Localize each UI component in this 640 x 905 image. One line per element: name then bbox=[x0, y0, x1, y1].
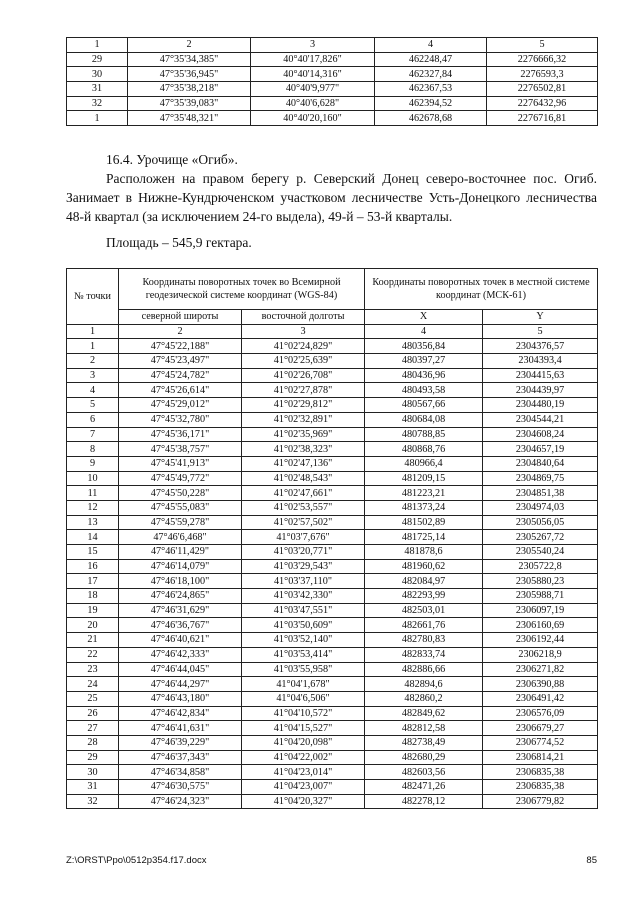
table-cell: 482503,01 bbox=[365, 603, 483, 618]
table-cell: 462678,68 bbox=[375, 111, 487, 126]
table-cell: 482812,58 bbox=[365, 721, 483, 736]
table-cell: 21 bbox=[67, 633, 119, 648]
table-cell: 41°02'53,557" bbox=[242, 500, 365, 515]
table-cell: 20 bbox=[67, 618, 119, 633]
table-cell: 47°35'48,321" bbox=[128, 111, 251, 126]
subheader-y: Y bbox=[483, 310, 598, 325]
table-cell: 2306097,19 bbox=[483, 603, 598, 618]
table-row bbox=[67, 500, 598, 515]
section-description bbox=[66, 169, 597, 226]
table-cell: 47°45'26,614" bbox=[119, 383, 242, 398]
table-cell: 462327,84 bbox=[375, 67, 487, 82]
table-row bbox=[67, 456, 598, 471]
table-cell: 482849,62 bbox=[365, 706, 483, 721]
table-row bbox=[67, 530, 598, 545]
table-cell: 16 bbox=[67, 559, 119, 574]
table-cell: 2304544,21 bbox=[483, 412, 598, 427]
table-cell: 41°03'47,551" bbox=[242, 603, 365, 618]
table-cell: 2306218,9 bbox=[483, 647, 598, 662]
table-cell: 3 bbox=[67, 368, 119, 383]
table-cell: 28 bbox=[67, 735, 119, 750]
table-cell: 40°40'17,826" bbox=[251, 52, 375, 67]
table-cell: 1 bbox=[67, 339, 119, 354]
table-cell: 2306576,09 bbox=[483, 706, 598, 721]
header-msk61: Координаты поворотных точек в местной системе координат (МСК-61) bbox=[365, 269, 598, 310]
table-cell: 14 bbox=[67, 530, 119, 545]
table-cell: 2304439,97 bbox=[483, 383, 598, 398]
table-cell: 2305540,24 bbox=[483, 545, 598, 560]
table-cell: 2306192,44 bbox=[483, 633, 598, 648]
table-cell: 41°04'23,014" bbox=[242, 765, 365, 780]
table-cell: 2304851,38 bbox=[483, 486, 598, 501]
table-cell: 47°45'22,188" bbox=[119, 339, 242, 354]
table-row bbox=[67, 471, 598, 486]
top-table-index-row bbox=[67, 38, 598, 53]
table-cell: 47°35'38,218" bbox=[128, 82, 251, 97]
table-cell: 2306835,38 bbox=[483, 765, 598, 780]
table-cell: 26 bbox=[67, 706, 119, 721]
table-cell: 2306679,27 bbox=[483, 721, 598, 736]
table-cell: 2306814,21 bbox=[483, 750, 598, 765]
table-cell: 47°46'14,079" bbox=[119, 559, 242, 574]
table-cell: 2305880,23 bbox=[483, 574, 598, 589]
table-row bbox=[67, 647, 598, 662]
table-cell: 41°02'29,812" bbox=[242, 398, 365, 413]
table-cell: 480567,66 bbox=[365, 398, 483, 413]
table-cell: 47°45'38,757" bbox=[119, 442, 242, 457]
table-cell: 47°46'42,333" bbox=[119, 647, 242, 662]
table-cell: 2304974,03 bbox=[483, 500, 598, 515]
table-cell: 481502,89 bbox=[365, 515, 483, 530]
table-cell: 27 bbox=[67, 721, 119, 736]
table-cell: 47°35'36,945" bbox=[128, 67, 251, 82]
table-cell: 480436,96 bbox=[365, 368, 483, 383]
table-cell: 41°04'15,527" bbox=[242, 721, 365, 736]
table-row bbox=[67, 765, 598, 780]
table-cell: 2306271,82 bbox=[483, 662, 598, 677]
table-cell: 47°45'36,171" bbox=[119, 427, 242, 442]
table-cell: 18 bbox=[67, 589, 119, 604]
table-cell: 41°02'57,502" bbox=[242, 515, 365, 530]
table-cell: 12 bbox=[67, 500, 119, 515]
table-cell: 2304869,75 bbox=[483, 471, 598, 486]
table-cell: 482278,12 bbox=[365, 794, 483, 809]
index-cell: 2 bbox=[128, 38, 251, 53]
table-cell: 47°46'24,865" bbox=[119, 589, 242, 604]
table-cell: 41°02'27,878" bbox=[242, 383, 365, 398]
table-cell: 2276593,3 bbox=[487, 67, 598, 82]
table-cell: 2305722,8 bbox=[483, 559, 598, 574]
subheader-x: X bbox=[365, 310, 483, 325]
main-table-body bbox=[67, 269, 598, 809]
table-row bbox=[67, 662, 598, 677]
table-cell: 2276502,81 bbox=[487, 82, 598, 97]
table-cell: 23 bbox=[67, 662, 119, 677]
table-cell: 2304480,19 bbox=[483, 398, 598, 413]
table-cell: 41°02'47,136" bbox=[242, 456, 365, 471]
table-cell: 481725,14 bbox=[365, 530, 483, 545]
index-cell: 4 bbox=[375, 38, 487, 53]
table-cell: 482603,56 bbox=[365, 765, 483, 780]
table-cell: 47°46'36,767" bbox=[119, 618, 242, 633]
table-cell: 47°35'39,083" bbox=[128, 96, 251, 111]
table-cell: 41°02'32,891" bbox=[242, 412, 365, 427]
table-cell: 2305988,71 bbox=[483, 589, 598, 604]
table-cell: 480356,84 bbox=[365, 339, 483, 354]
table-cell: 11 bbox=[67, 486, 119, 501]
section-description-text: Расположен на правом берегу р. Северский Донец северо-восточнее пос. Огиб. Занимает в Нижне-Кундрюченском участковом лесничестве Усть-Донецкого лесничества 48-й квартал (за исключением 24-го выдела), 49-й – 53-й кварталы. bbox=[66, 171, 597, 224]
table-cell: 41°03'37,110" bbox=[242, 574, 365, 589]
table-row bbox=[67, 383, 598, 398]
area-text: Площадь – 545,9 гектара. bbox=[106, 235, 252, 250]
table-cell: 30 bbox=[67, 67, 128, 82]
table-cell: 41°03'53,414" bbox=[242, 647, 365, 662]
index-cell: 5 bbox=[487, 38, 598, 53]
table-cell: 41°04'6,506" bbox=[242, 691, 365, 706]
table-cell: 2305267,72 bbox=[483, 530, 598, 545]
index-cell: 2 bbox=[119, 324, 242, 339]
table-row bbox=[67, 339, 598, 354]
table-row bbox=[67, 706, 598, 721]
table-cell: 41°02'38,323" bbox=[242, 442, 365, 457]
table-row bbox=[67, 721, 598, 736]
table-row bbox=[67, 111, 598, 126]
table-cell: 47°46'30,575" bbox=[119, 780, 242, 795]
table-cell: 47°45'50,228" bbox=[119, 486, 242, 501]
table-cell: 47°46'42,834" bbox=[119, 706, 242, 721]
table-cell: 41°04'20,327" bbox=[242, 794, 365, 809]
top-coordinates-table bbox=[66, 37, 598, 126]
table-cell: 41°03'29,543" bbox=[242, 559, 365, 574]
table-cell: 462394,52 bbox=[375, 96, 487, 111]
table-cell: 482084,97 bbox=[365, 574, 483, 589]
table-row bbox=[67, 427, 598, 442]
table-row bbox=[67, 515, 598, 530]
table-row bbox=[67, 574, 598, 589]
table-cell: 480788,85 bbox=[365, 427, 483, 442]
table-cell: 29 bbox=[67, 52, 128, 67]
table-cell: 481960,62 bbox=[365, 559, 483, 574]
table-cell: 47°46'43,180" bbox=[119, 691, 242, 706]
table-row bbox=[67, 486, 598, 501]
table-cell: 31 bbox=[67, 82, 128, 97]
table-cell: 462367,53 bbox=[375, 82, 487, 97]
index-cell: 5 bbox=[483, 324, 598, 339]
table-row bbox=[67, 677, 598, 692]
table-row bbox=[67, 96, 598, 111]
table-cell: 47°46'6,468" bbox=[119, 530, 242, 545]
table-cell: 2304376,57 bbox=[483, 339, 598, 354]
table-cell: 41°04'22,002" bbox=[242, 750, 365, 765]
table-cell: 47°46'39,229" bbox=[119, 735, 242, 750]
table-cell: 2304393,4 bbox=[483, 354, 598, 369]
top-table-body bbox=[67, 38, 598, 126]
table-row bbox=[67, 354, 598, 369]
table-cell: 47°46'34,858" bbox=[119, 765, 242, 780]
table-cell: 480684,08 bbox=[365, 412, 483, 427]
table-row bbox=[67, 412, 598, 427]
table-cell: 462248,47 bbox=[375, 52, 487, 67]
table-cell: 41°04'23,007" bbox=[242, 780, 365, 795]
table-cell: 2 bbox=[67, 354, 119, 369]
table-row bbox=[67, 398, 598, 413]
table-cell: 47°45'32,780" bbox=[119, 412, 242, 427]
table-cell: 25 bbox=[67, 691, 119, 706]
table-cell: 2276432,96 bbox=[487, 96, 598, 111]
main-coordinates-table bbox=[66, 268, 598, 809]
table-cell: 41°02'35,969" bbox=[242, 427, 365, 442]
table-cell: 17 bbox=[67, 574, 119, 589]
section-title bbox=[66, 150, 597, 169]
table-cell: 24 bbox=[67, 677, 119, 692]
table-cell: 40°40'9,977" bbox=[251, 82, 375, 97]
table-cell: 2304415,63 bbox=[483, 368, 598, 383]
table-cell: 2304608,24 bbox=[483, 427, 598, 442]
subheader-longitude: восточной долготы bbox=[242, 310, 365, 325]
table-cell: 47°46'44,297" bbox=[119, 677, 242, 692]
index-cell: 3 bbox=[242, 324, 365, 339]
table-row bbox=[67, 603, 598, 618]
table-cell: 47°45'29,012" bbox=[119, 398, 242, 413]
table-cell: 15 bbox=[67, 545, 119, 560]
table-cell: 2304840,64 bbox=[483, 456, 598, 471]
table-cell: 482471,26 bbox=[365, 780, 483, 795]
table-cell: 19 bbox=[67, 603, 119, 618]
subheader-latitude: северной широты bbox=[119, 310, 242, 325]
table-cell: 480397,27 bbox=[365, 354, 483, 369]
table-cell: 481878,6 bbox=[365, 545, 483, 560]
table-row bbox=[67, 368, 598, 383]
table-cell: 41°02'48,543" bbox=[242, 471, 365, 486]
table-row bbox=[67, 67, 598, 82]
table-cell: 7 bbox=[67, 427, 119, 442]
index-cell: 3 bbox=[251, 38, 375, 53]
table-cell: 482833,74 bbox=[365, 647, 483, 662]
table-cell: 41°03'20,771" bbox=[242, 545, 365, 560]
table-cell: 482661,76 bbox=[365, 618, 483, 633]
table-row bbox=[67, 442, 598, 457]
table-cell: 47°46'40,621" bbox=[119, 633, 242, 648]
table-cell: 41°02'47,661" bbox=[242, 486, 365, 501]
table-cell: 22 bbox=[67, 647, 119, 662]
table-cell: 47°45'23,497" bbox=[119, 354, 242, 369]
table-cell: 40°40'14,316" bbox=[251, 67, 375, 82]
table-cell: 482860,2 bbox=[365, 691, 483, 706]
table-row bbox=[67, 52, 598, 67]
table-cell: 41°04'1,678" bbox=[242, 677, 365, 692]
table-cell: 40°40'20,160" bbox=[251, 111, 375, 126]
table-cell: 9 bbox=[67, 456, 119, 471]
table-cell: 482780,83 bbox=[365, 633, 483, 648]
table-cell: 482293,99 bbox=[365, 589, 483, 604]
table-cell: 47°45'49,772" bbox=[119, 471, 242, 486]
table-cell: 41°02'25,639" bbox=[242, 354, 365, 369]
table-cell: 10 bbox=[67, 471, 119, 486]
table-cell: 41°04'20,098" bbox=[242, 735, 365, 750]
table-cell: 482738,49 bbox=[365, 735, 483, 750]
table-row bbox=[67, 589, 598, 604]
table-cell: 482894,6 bbox=[365, 677, 483, 692]
table-cell: 6 bbox=[67, 412, 119, 427]
header-wgs84: Координаты поворотных точек во Всемирной геодезической системе координат (WGS-84) bbox=[119, 269, 365, 310]
table-cell: 481223,21 bbox=[365, 486, 483, 501]
table-cell: 482680,29 bbox=[365, 750, 483, 765]
table-cell: 1 bbox=[67, 111, 128, 126]
table-cell: 2276666,32 bbox=[487, 52, 598, 67]
table-cell: 41°03'42,330" bbox=[242, 589, 365, 604]
table-cell: 47°45'55,083" bbox=[119, 500, 242, 515]
table-cell: 47°46'41,631" bbox=[119, 721, 242, 736]
table-cell: 2306491,42 bbox=[483, 691, 598, 706]
table-cell: 41°03'52,140" bbox=[242, 633, 365, 648]
table-row bbox=[67, 735, 598, 750]
table-cell: 2306835,38 bbox=[483, 780, 598, 795]
table-row bbox=[67, 618, 598, 633]
table-cell: 13 bbox=[67, 515, 119, 530]
table-cell: 29 bbox=[67, 750, 119, 765]
table-cell: 2306160,69 bbox=[483, 618, 598, 633]
table-cell: 32 bbox=[67, 96, 128, 111]
main-table-subheader-row bbox=[67, 310, 598, 325]
table-row bbox=[67, 750, 598, 765]
header-point-number: № точки bbox=[67, 269, 119, 325]
table-cell: 2306779,82 bbox=[483, 794, 598, 809]
table-cell: 47°46'37,343" bbox=[119, 750, 242, 765]
table-cell: 481373,24 bbox=[365, 500, 483, 515]
table-cell: 2304657,19 bbox=[483, 442, 598, 457]
table-row bbox=[67, 794, 598, 809]
table-cell: 41°04'10,572" bbox=[242, 706, 365, 721]
table-row bbox=[67, 780, 598, 795]
table-cell: 480493,58 bbox=[365, 383, 483, 398]
table-cell: 2305056,05 bbox=[483, 515, 598, 530]
index-cell: 1 bbox=[67, 38, 128, 53]
area-line bbox=[66, 233, 597, 252]
section-title-text: 16.4. Урочище «Огиб». bbox=[106, 152, 238, 167]
table-cell: 47°46'31,629" bbox=[119, 603, 242, 618]
table-cell: 480868,76 bbox=[365, 442, 483, 457]
footer-file-path: Z:\ORST\Ppo\0512p354.f17.docx bbox=[66, 855, 207, 866]
table-cell: 47°45'59,278" bbox=[119, 515, 242, 530]
table-row bbox=[67, 633, 598, 648]
table-cell: 480966,4 bbox=[365, 456, 483, 471]
main-table-index-row bbox=[67, 324, 598, 339]
table-cell: 47°35'34,385" bbox=[128, 52, 251, 67]
table-cell: 2306774,52 bbox=[483, 735, 598, 750]
table-cell: 32 bbox=[67, 794, 119, 809]
table-cell: 482886,66 bbox=[365, 662, 483, 677]
table-cell: 8 bbox=[67, 442, 119, 457]
table-row bbox=[67, 545, 598, 560]
table-cell: 2306390,88 bbox=[483, 677, 598, 692]
table-cell: 40°40'6,628" bbox=[251, 96, 375, 111]
table-cell: 47°45'41,913" bbox=[119, 456, 242, 471]
table-cell: 2276716,81 bbox=[487, 111, 598, 126]
table-cell: 41°03'55,958" bbox=[242, 662, 365, 677]
table-cell: 31 bbox=[67, 780, 119, 795]
table-cell: 47°46'18,100" bbox=[119, 574, 242, 589]
table-cell: 47°46'24,323" bbox=[119, 794, 242, 809]
table-cell: 4 bbox=[67, 383, 119, 398]
table-cell: 41°03'7,676" bbox=[242, 530, 365, 545]
table-row bbox=[67, 691, 598, 706]
table-cell: 41°03'50,609" bbox=[242, 618, 365, 633]
table-cell: 47°46'44,045" bbox=[119, 662, 242, 677]
table-cell: 41°02'24,829" bbox=[242, 339, 365, 354]
index-cell: 4 bbox=[365, 324, 483, 339]
table-row bbox=[67, 559, 598, 574]
index-cell: 1 bbox=[67, 324, 119, 339]
table-cell: 30 bbox=[67, 765, 119, 780]
table-cell: 47°45'24,782" bbox=[119, 368, 242, 383]
table-cell: 5 bbox=[67, 398, 119, 413]
table-row bbox=[67, 82, 598, 97]
table-cell: 41°02'26,708" bbox=[242, 368, 365, 383]
table-cell: 47°46'11,429" bbox=[119, 545, 242, 560]
main-table-header-row bbox=[67, 269, 598, 310]
table-cell: 481209,15 bbox=[365, 471, 483, 486]
footer-page-number: 85 bbox=[586, 855, 597, 866]
